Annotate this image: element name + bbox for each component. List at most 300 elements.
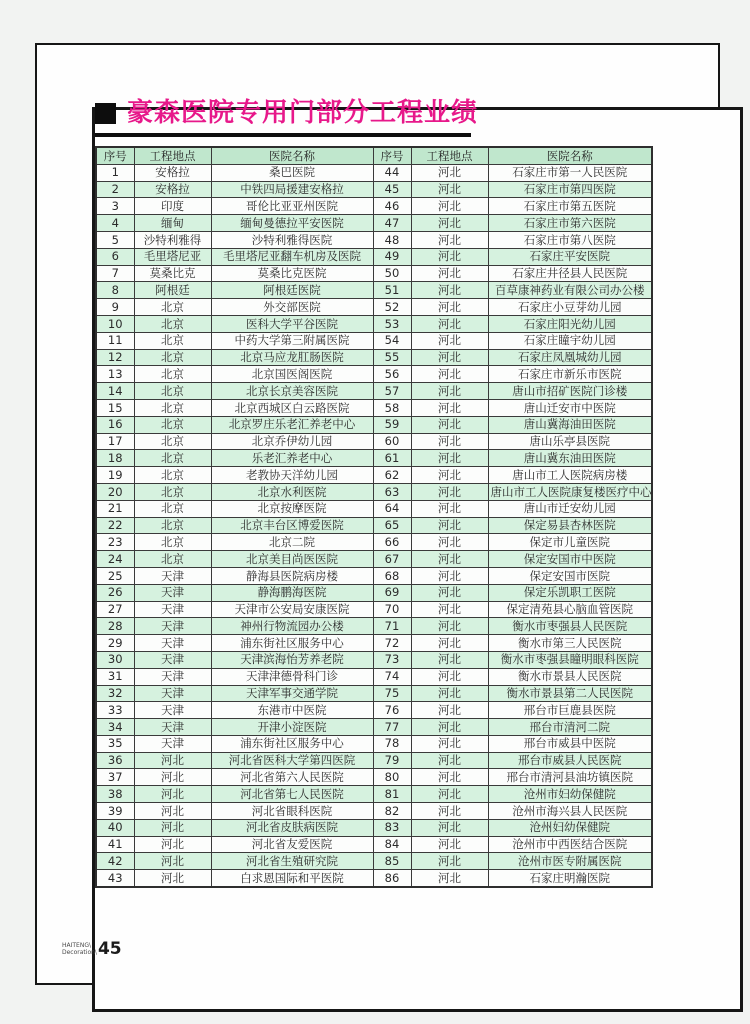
hospital-name-cell: 北京罗庄乐老汇养老中心 [211, 416, 373, 433]
hospital-name-cell: 衡水市景县人民医院 [488, 668, 652, 685]
location-cell: 河北 [134, 752, 211, 769]
location-cell: 阿根廷 [134, 282, 211, 299]
table-row [96, 332, 652, 349]
row-number-cell: 81 [373, 786, 411, 803]
row-number-cell: 52 [373, 299, 411, 316]
row-number-cell: 51 [373, 282, 411, 299]
hospital-name-cell: 北京乔伊幼儿园 [211, 433, 373, 450]
table-row [96, 685, 652, 702]
location-cell: 北京 [134, 399, 211, 416]
row-number-cell: 46 [373, 198, 411, 215]
row-number-cell: 39 [96, 803, 134, 820]
hospital-name-cell: 河北省医科大学第四医院 [211, 752, 373, 769]
row-number-cell: 31 [96, 668, 134, 685]
hospital-name-cell: 中铁四局援建安格拉 [211, 181, 373, 198]
hospital-name-cell: 唐山市招矿医院门诊楼 [488, 383, 652, 400]
row-number-cell: 34 [96, 719, 134, 736]
hospital-name-cell: 唐山市工人医院病房楼 [488, 467, 652, 484]
hospital-name-cell: 河北省友爱医院 [211, 836, 373, 853]
hospital-name-cell: 邢台市清河县油坊镇医院 [488, 769, 652, 786]
table-row [96, 752, 652, 769]
row-number-cell: 6 [96, 248, 134, 265]
row-number-cell: 67 [373, 551, 411, 568]
location-cell: 河北 [411, 702, 488, 719]
row-number-cell: 57 [373, 383, 411, 400]
row-number-cell: 72 [373, 635, 411, 652]
brand-line2: Decoration\ [62, 948, 97, 956]
location-cell: 北京 [134, 416, 211, 433]
row-number-cell: 56 [373, 366, 411, 383]
hospital-name-cell: 保定市儿童医院 [488, 534, 652, 551]
row-number-cell: 59 [373, 416, 411, 433]
row-number-cell: 20 [96, 483, 134, 500]
hospital-name-cell: 桑巴医院 [211, 164, 373, 181]
table-row [96, 786, 652, 803]
table-row [96, 282, 652, 299]
hospital-name-cell: 开津小淀医院 [211, 719, 373, 736]
location-cell: 北京 [134, 433, 211, 450]
hospital-name-cell: 北京水利医院 [211, 483, 373, 500]
row-number-cell: 38 [96, 786, 134, 803]
row-number-cell: 8 [96, 282, 134, 299]
hospital-name-cell: 北京西城区白云路医院 [211, 399, 373, 416]
row-number-cell: 12 [96, 349, 134, 366]
hospital-name-cell: 石家庄平安医院 [488, 248, 652, 265]
header-location-right: 工程地点 [411, 147, 488, 164]
hospital-name-cell: 神州行物流园办公楼 [211, 618, 373, 635]
table-row [96, 853, 652, 870]
location-cell: 河北 [411, 551, 488, 568]
table-row [96, 164, 652, 181]
row-number-cell: 64 [373, 500, 411, 517]
location-cell: 北京 [134, 315, 211, 332]
hospital-name-cell: 衡水市第三人民医院 [488, 635, 652, 652]
hospital-name-cell: 静海县医院病房楼 [211, 567, 373, 584]
row-number-cell: 11 [96, 332, 134, 349]
location-cell: 河北 [411, 433, 488, 450]
row-number-cell: 19 [96, 467, 134, 484]
hospital-name-cell: 石家庄市第八医院 [488, 231, 652, 248]
row-number-cell: 2 [96, 181, 134, 198]
row-number-cell: 41 [96, 836, 134, 853]
location-cell: 河北 [411, 836, 488, 853]
row-number-cell: 74 [373, 668, 411, 685]
location-cell: 河北 [411, 181, 488, 198]
location-cell: 河北 [411, 870, 488, 887]
hospital-name-cell: 保定清苑县心脑血管医院 [488, 601, 652, 618]
brand-line1: HAITENG\ [62, 941, 92, 949]
location-cell: 河北 [411, 366, 488, 383]
row-number-cell: 70 [373, 601, 411, 618]
hospital-name-cell: 中药大学第三附属医院 [211, 332, 373, 349]
location-cell: 河北 [411, 651, 488, 668]
hospital-name-cell: 浦东街社区服务中心 [211, 735, 373, 752]
location-cell: 河北 [411, 719, 488, 736]
table-row [96, 181, 652, 198]
hospital-name-cell: 北京马应龙肛肠医院 [211, 349, 373, 366]
location-cell: 北京 [134, 450, 211, 467]
row-number-cell: 49 [373, 248, 411, 265]
table-row [96, 567, 652, 584]
row-number-cell: 71 [373, 618, 411, 635]
hospital-name-cell: 石家庄市第五医院 [488, 198, 652, 215]
row-number-cell: 30 [96, 651, 134, 668]
location-cell: 河北 [411, 853, 488, 870]
hospital-name-cell: 衡水市枣强县人民医院 [488, 618, 652, 635]
row-number-cell: 66 [373, 534, 411, 551]
location-cell: 天津 [134, 601, 211, 618]
hospital-name-cell: 沧州市海兴县人民医院 [488, 803, 652, 820]
hospital-name-cell: 石家庄阳光幼儿园 [488, 315, 652, 332]
location-cell: 莫桑比克 [134, 265, 211, 282]
hospital-name-cell: 外交部医院 [211, 299, 373, 316]
page-footer [62, 941, 122, 958]
row-number-cell: 75 [373, 685, 411, 702]
location-cell: 河北 [134, 819, 211, 836]
row-number-cell: 14 [96, 383, 134, 400]
hospital-name-cell: 北京美目尚医医院 [211, 551, 373, 568]
location-cell: 河北 [134, 836, 211, 853]
table-body [96, 164, 652, 887]
hospital-name-cell: 保定乐凯职工医院 [488, 584, 652, 601]
table-row [96, 651, 652, 668]
location-cell: 河北 [411, 231, 488, 248]
location-cell: 河北 [411, 786, 488, 803]
table-row [96, 870, 652, 887]
location-cell: 天津 [134, 702, 211, 719]
hospital-name-cell: 衡水市枣强县瞳明眼科医院 [488, 651, 652, 668]
hospital-name-cell: 天津军事交通学院 [211, 685, 373, 702]
location-cell: 河北 [411, 282, 488, 299]
hospital-name-cell: 唐山冀海油田医院 [488, 416, 652, 433]
location-cell: 河北 [411, 500, 488, 517]
table-row [96, 836, 652, 853]
row-number-cell: 44 [373, 164, 411, 181]
location-cell: 河北 [411, 769, 488, 786]
row-number-cell: 54 [373, 332, 411, 349]
hospital-name-cell: 河北省第六人民医院 [211, 769, 373, 786]
table-row [96, 315, 652, 332]
hospital-name-cell: 石家庄小豆芽幼儿园 [488, 299, 652, 316]
row-number-cell: 53 [373, 315, 411, 332]
table-row [96, 500, 652, 517]
hospital-name-cell: 阿根廷医院 [211, 282, 373, 299]
hospital-name-cell: 河北省生殖研究院 [211, 853, 373, 870]
location-cell: 河北 [134, 786, 211, 803]
row-number-cell: 7 [96, 265, 134, 282]
row-number-cell: 27 [96, 601, 134, 618]
hospital-name-cell: 莫桑比克医院 [211, 265, 373, 282]
table-row [96, 215, 652, 232]
location-cell: 北京 [134, 366, 211, 383]
row-number-cell: 73 [373, 651, 411, 668]
location-cell: 安格拉 [134, 181, 211, 198]
row-number-cell: 3 [96, 198, 134, 215]
row-number-cell: 32 [96, 685, 134, 702]
row-number-cell: 22 [96, 517, 134, 534]
location-cell: 河北 [411, 467, 488, 484]
table-row [96, 198, 652, 215]
hospital-name-cell: 北京丰台区博爱医院 [211, 517, 373, 534]
location-cell: 河北 [411, 601, 488, 618]
row-number-cell: 83 [373, 819, 411, 836]
location-cell: 河北 [411, 735, 488, 752]
table-row [96, 450, 652, 467]
location-cell: 河北 [411, 450, 488, 467]
row-number-cell: 24 [96, 551, 134, 568]
location-cell: 毛里塔尼亚 [134, 248, 211, 265]
brand-mark [62, 942, 97, 956]
row-number-cell: 26 [96, 584, 134, 601]
hospital-name-cell: 百草康神药业有限公司办公楼 [488, 282, 652, 299]
row-number-cell: 9 [96, 299, 134, 316]
row-number-cell: 40 [96, 819, 134, 836]
location-cell: 河北 [411, 416, 488, 433]
hospital-name-cell: 乐老汇养老中心 [211, 450, 373, 467]
table-row [96, 551, 652, 568]
row-number-cell: 43 [96, 870, 134, 887]
table-row [96, 534, 652, 551]
location-cell: 北京 [134, 483, 211, 500]
table-row [96, 702, 652, 719]
row-number-cell: 29 [96, 635, 134, 652]
table-row [96, 265, 652, 282]
location-cell: 河北 [411, 483, 488, 500]
location-cell: 北京 [134, 551, 211, 568]
table-row [96, 399, 652, 416]
row-number-cell: 77 [373, 719, 411, 736]
table-row [96, 416, 652, 433]
table-row [96, 517, 652, 534]
hospital-name-cell: 毛里塔尼亚翻车机房及医院 [211, 248, 373, 265]
hospital-name-cell: 邢台市威县中医院 [488, 735, 652, 752]
location-cell: 天津 [134, 618, 211, 635]
row-number-cell: 69 [373, 584, 411, 601]
hospital-name-cell: 唐山市迁安幼儿园 [488, 500, 652, 517]
location-cell: 河北 [411, 584, 488, 601]
location-cell: 河北 [411, 618, 488, 635]
table-row [96, 735, 652, 752]
hospital-name-cell: 唐山市工人医院康复楼医疗中心 [488, 483, 652, 500]
hospital-name-cell: 白求恩国际和平医院 [211, 870, 373, 887]
row-number-cell: 36 [96, 752, 134, 769]
table-row [96, 668, 652, 685]
location-cell: 天津 [134, 584, 211, 601]
row-number-cell: 50 [373, 265, 411, 282]
location-cell: 河北 [411, 534, 488, 551]
hospital-name-cell: 沧州市医专附属医院 [488, 853, 652, 870]
hospital-name-cell: 石家庄井径县人民医院 [488, 265, 652, 282]
location-cell: 河北 [411, 668, 488, 685]
location-cell: 河北 [411, 635, 488, 652]
location-cell: 北京 [134, 517, 211, 534]
hospital-name-cell: 石家庄市第一人民医院 [488, 164, 652, 181]
location-cell: 河北 [134, 769, 211, 786]
row-number-cell: 65 [373, 517, 411, 534]
row-number-cell: 48 [373, 231, 411, 248]
hospital-name-cell: 天津津德骨科门诊 [211, 668, 373, 685]
table-row [96, 483, 652, 500]
hospital-name-cell: 河北省第七人民医院 [211, 786, 373, 803]
table-row [96, 299, 652, 316]
location-cell: 河北 [411, 265, 488, 282]
row-number-cell: 47 [373, 215, 411, 232]
hospital-name-cell: 东港市中医院 [211, 702, 373, 719]
hospital-name-cell: 石家庄凤凰城幼儿园 [488, 349, 652, 366]
row-number-cell: 37 [96, 769, 134, 786]
row-number-cell: 5 [96, 231, 134, 248]
row-number-cell: 4 [96, 215, 134, 232]
location-cell: 河北 [411, 685, 488, 702]
title-bullet-square [95, 103, 116, 124]
hospital-name-cell: 唐山迁安市中医院 [488, 399, 652, 416]
hospital-name-cell: 唐山冀东油田医院 [488, 450, 652, 467]
row-number-cell: 45 [373, 181, 411, 198]
location-cell: 河北 [411, 332, 488, 349]
row-number-cell: 82 [373, 803, 411, 820]
table-row [96, 231, 652, 248]
hospital-name-cell: 河北省皮肤病医院 [211, 819, 373, 836]
hospital-name-cell: 唐山乐亭县医院 [488, 433, 652, 450]
location-cell: 河北 [411, 752, 488, 769]
location-cell: 河北 [411, 383, 488, 400]
table-row [96, 769, 652, 786]
hospital-name-cell: 保定安国市医院 [488, 567, 652, 584]
location-cell: 北京 [134, 349, 211, 366]
page-number: 45 [97, 939, 122, 959]
row-number-cell: 17 [96, 433, 134, 450]
hospital-name-cell: 沧州妇幼保健院 [488, 819, 652, 836]
hospital-name-cell: 衡水市景县第二人民医院 [488, 685, 652, 702]
row-number-cell: 16 [96, 416, 134, 433]
hospital-name-cell: 沙特利雅得医院 [211, 231, 373, 248]
hospital-name-cell: 缅甸曼德拉平安医院 [211, 215, 373, 232]
location-cell: 河北 [411, 349, 488, 366]
hospital-name-cell: 石家庄市第六医院 [488, 215, 652, 232]
table-row [96, 248, 652, 265]
header-location-left: 工程地点 [134, 147, 211, 164]
row-number-cell: 58 [373, 399, 411, 416]
location-cell: 天津 [134, 635, 211, 652]
hospital-name-cell: 保定易县杏林医院 [488, 517, 652, 534]
location-cell: 河北 [411, 299, 488, 316]
location-cell: 沙特利雅得 [134, 231, 211, 248]
hospital-name-cell: 邢台市威县人民医院 [488, 752, 652, 769]
row-number-cell: 25 [96, 567, 134, 584]
table-row [96, 819, 652, 836]
location-cell: 天津 [134, 651, 211, 668]
row-number-cell: 68 [373, 567, 411, 584]
table-row [96, 618, 652, 635]
row-number-cell: 61 [373, 450, 411, 467]
row-number-cell: 84 [373, 836, 411, 853]
page-title-block [95, 98, 479, 137]
hospital-name-cell: 浦东街社区服务中心 [211, 635, 373, 652]
row-number-cell: 23 [96, 534, 134, 551]
row-number-cell: 85 [373, 853, 411, 870]
row-number-cell: 63 [373, 483, 411, 500]
location-cell: 河北 [411, 164, 488, 181]
hospital-name-cell: 北京国医阁医院 [211, 366, 373, 383]
hospital-name-cell: 沧州市妇幼保健院 [488, 786, 652, 803]
row-number-cell: 80 [373, 769, 411, 786]
page-title: 豪森医院专用门部分工程业绩 [127, 98, 479, 128]
header-no-right: 序号 [373, 147, 411, 164]
location-cell: 北京 [134, 332, 211, 349]
location-cell: 安格拉 [134, 164, 211, 181]
hospital-name-cell: 邢台市清河二院 [488, 719, 652, 736]
hospital-name-cell: 石家庄瞳宇幼儿园 [488, 332, 652, 349]
hospital-name-cell: 天津市公安局安康医院 [211, 601, 373, 618]
location-cell: 北京 [134, 534, 211, 551]
hospital-name-cell: 石家庄明瀚医院 [488, 870, 652, 887]
location-cell: 河北 [134, 870, 211, 887]
row-number-cell: 76 [373, 702, 411, 719]
hospital-name-cell: 北京长京美容医院 [211, 383, 373, 400]
row-number-cell: 21 [96, 500, 134, 517]
table-row [96, 349, 652, 366]
hospital-name-cell: 医科大学平谷医院 [211, 315, 373, 332]
location-cell: 天津 [134, 735, 211, 752]
row-number-cell: 15 [96, 399, 134, 416]
location-cell: 天津 [134, 567, 211, 584]
table-row [96, 803, 652, 820]
table-row [96, 601, 652, 618]
row-number-cell: 60 [373, 433, 411, 450]
row-number-cell: 79 [373, 752, 411, 769]
table-header-row [96, 147, 652, 164]
location-cell: 河北 [134, 853, 211, 870]
location-cell: 河北 [411, 198, 488, 215]
location-cell: 印度 [134, 198, 211, 215]
project-performance-table [95, 146, 653, 888]
location-cell: 河北 [411, 315, 488, 332]
row-number-cell: 33 [96, 702, 134, 719]
location-cell: 河北 [411, 248, 488, 265]
location-cell: 北京 [134, 467, 211, 484]
table-row [96, 467, 652, 484]
location-cell: 北京 [134, 500, 211, 517]
hospital-name-cell: 天津滨海怡芳养老院 [211, 651, 373, 668]
table-row [96, 383, 652, 400]
location-cell: 河北 [411, 819, 488, 836]
location-cell: 河北 [411, 517, 488, 534]
hospital-name-cell: 老教协天洋幼儿园 [211, 467, 373, 484]
table-row [96, 433, 652, 450]
row-number-cell: 28 [96, 618, 134, 635]
row-number-cell: 13 [96, 366, 134, 383]
location-cell: 天津 [134, 668, 211, 685]
hospital-name-cell: 保定安国市中医院 [488, 551, 652, 568]
table-row [96, 635, 652, 652]
row-number-cell: 10 [96, 315, 134, 332]
hospital-name-cell: 河北省眼科医院 [211, 803, 373, 820]
location-cell: 河北 [411, 567, 488, 584]
header-no-left: 序号 [96, 147, 134, 164]
header-hospital-left: 医院名称 [211, 147, 373, 164]
location-cell: 河北 [411, 399, 488, 416]
location-cell: 河北 [411, 215, 488, 232]
header-hospital-right: 医院名称 [488, 147, 652, 164]
hospital-name-cell: 石家庄市第四医院 [488, 181, 652, 198]
table-row [96, 584, 652, 601]
table-row [96, 719, 652, 736]
hospital-name-cell: 北京按摩医院 [211, 500, 373, 517]
hospital-name-cell: 邢台市巨鹿县医院 [488, 702, 652, 719]
location-cell: 北京 [134, 299, 211, 316]
location-cell: 河北 [134, 803, 211, 820]
row-number-cell: 1 [96, 164, 134, 181]
